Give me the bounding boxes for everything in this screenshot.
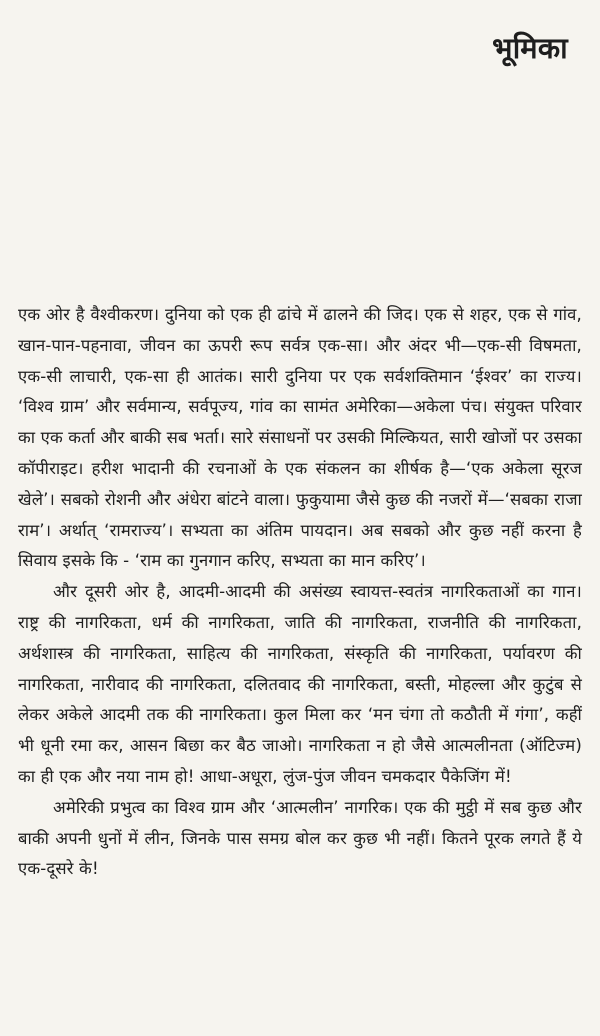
page-heading: भूमिका [492,31,568,65]
page-body [18,300,582,885]
paragraph-3: अमेरिकी प्रभुत्व का विश्व ग्राम और ‘आत्मलीन’ नागरिक। एक की मुट्ठी में सब कुछ और बाकी अपनी धुनों में लीन, जिनके पास समग्र बोल कर कुछ भी नहीं। कितने पूरक लगते हैं ये एक-दूसरे के! [18,797,582,879]
paragraph-1: एक ओर है वैश्वीकरण। दुनिया को एक ही ढांचे में ढालने की जिद। एक से शहर, एक से गांव, खान-पान-पहनावा, जीवन का ऊपरी रूप सर्वत्र एक-सा। और अंदर भी—एक-सी विषमता, एक-सी लाचारी, एक-सा ही आतंक। सारी दुनिया पर एक सर्वशक्तिमान ‘ईश्वर’ का राज्य। ‘विश्व ग्राम’ और सर्वमान्य, सर्वपूज्य, गांव का सामंत अमेरिका—अकेला पंच। संयुक्त परिवार का एक कर्ता और बाकी सब भर्ता। सारे संसाधनों पर उसकी मिल्कियत, सारी खोजों पर उसका कॉपीराइट। हरीश भादानी की रचनाओं के एक संकलन का शीर्षक है—‘एक अकेला सूरज खेले’। सबको रोशनी और अंधेरा बांटने वाला। फुकुयामा जैसे कुछ की नजरों में—‘सबका राजा राम’। अर्थात् ‘रामराज्य’। सभ्यता का अंतिम पायदान। अब सबको और कुछ नहीं करना है सिवाय इसके कि - ‘राम का गुनगान करिए, सभ्यता का मान करिए’। [18,305,582,571]
paragraph-2: और दूसरी ओर है, आदमी-आदमी की असंख्य स्वायत्त-स्वतंत्र नागरिकताओं का गान। राष्ट्र की नागरिकता, धर्म की नागरिकता, जाति की नागरिकता, राजनीति की नागरिकता, अर्थशास्त्र की नागरिकता, साहित्य की नागरिकता, संस्कृति की नागरिकता, पर्यावरण की नागरिकता, नारीवाद की नागरिकता, दलितवाद की नागरिकता, बस्ती, मोहल्ला और कुटुंब से लेकर अकेले आदमी तक की नागरिकता। कुल मिला कर ‘मन चंगा तो कठौती में गंगा’, कहीं भी धूनी रमा कर, आसन बिछा कर बैठ जाओ। नागरिकता न हो जैसे आत्मलीनता (ऑटिज्म) का ही एक और नया नाम हो! आधा-अधूरा, लुंज-पुंज जीवन चमकदार पैकेजिंग में! [18,582,582,786]
